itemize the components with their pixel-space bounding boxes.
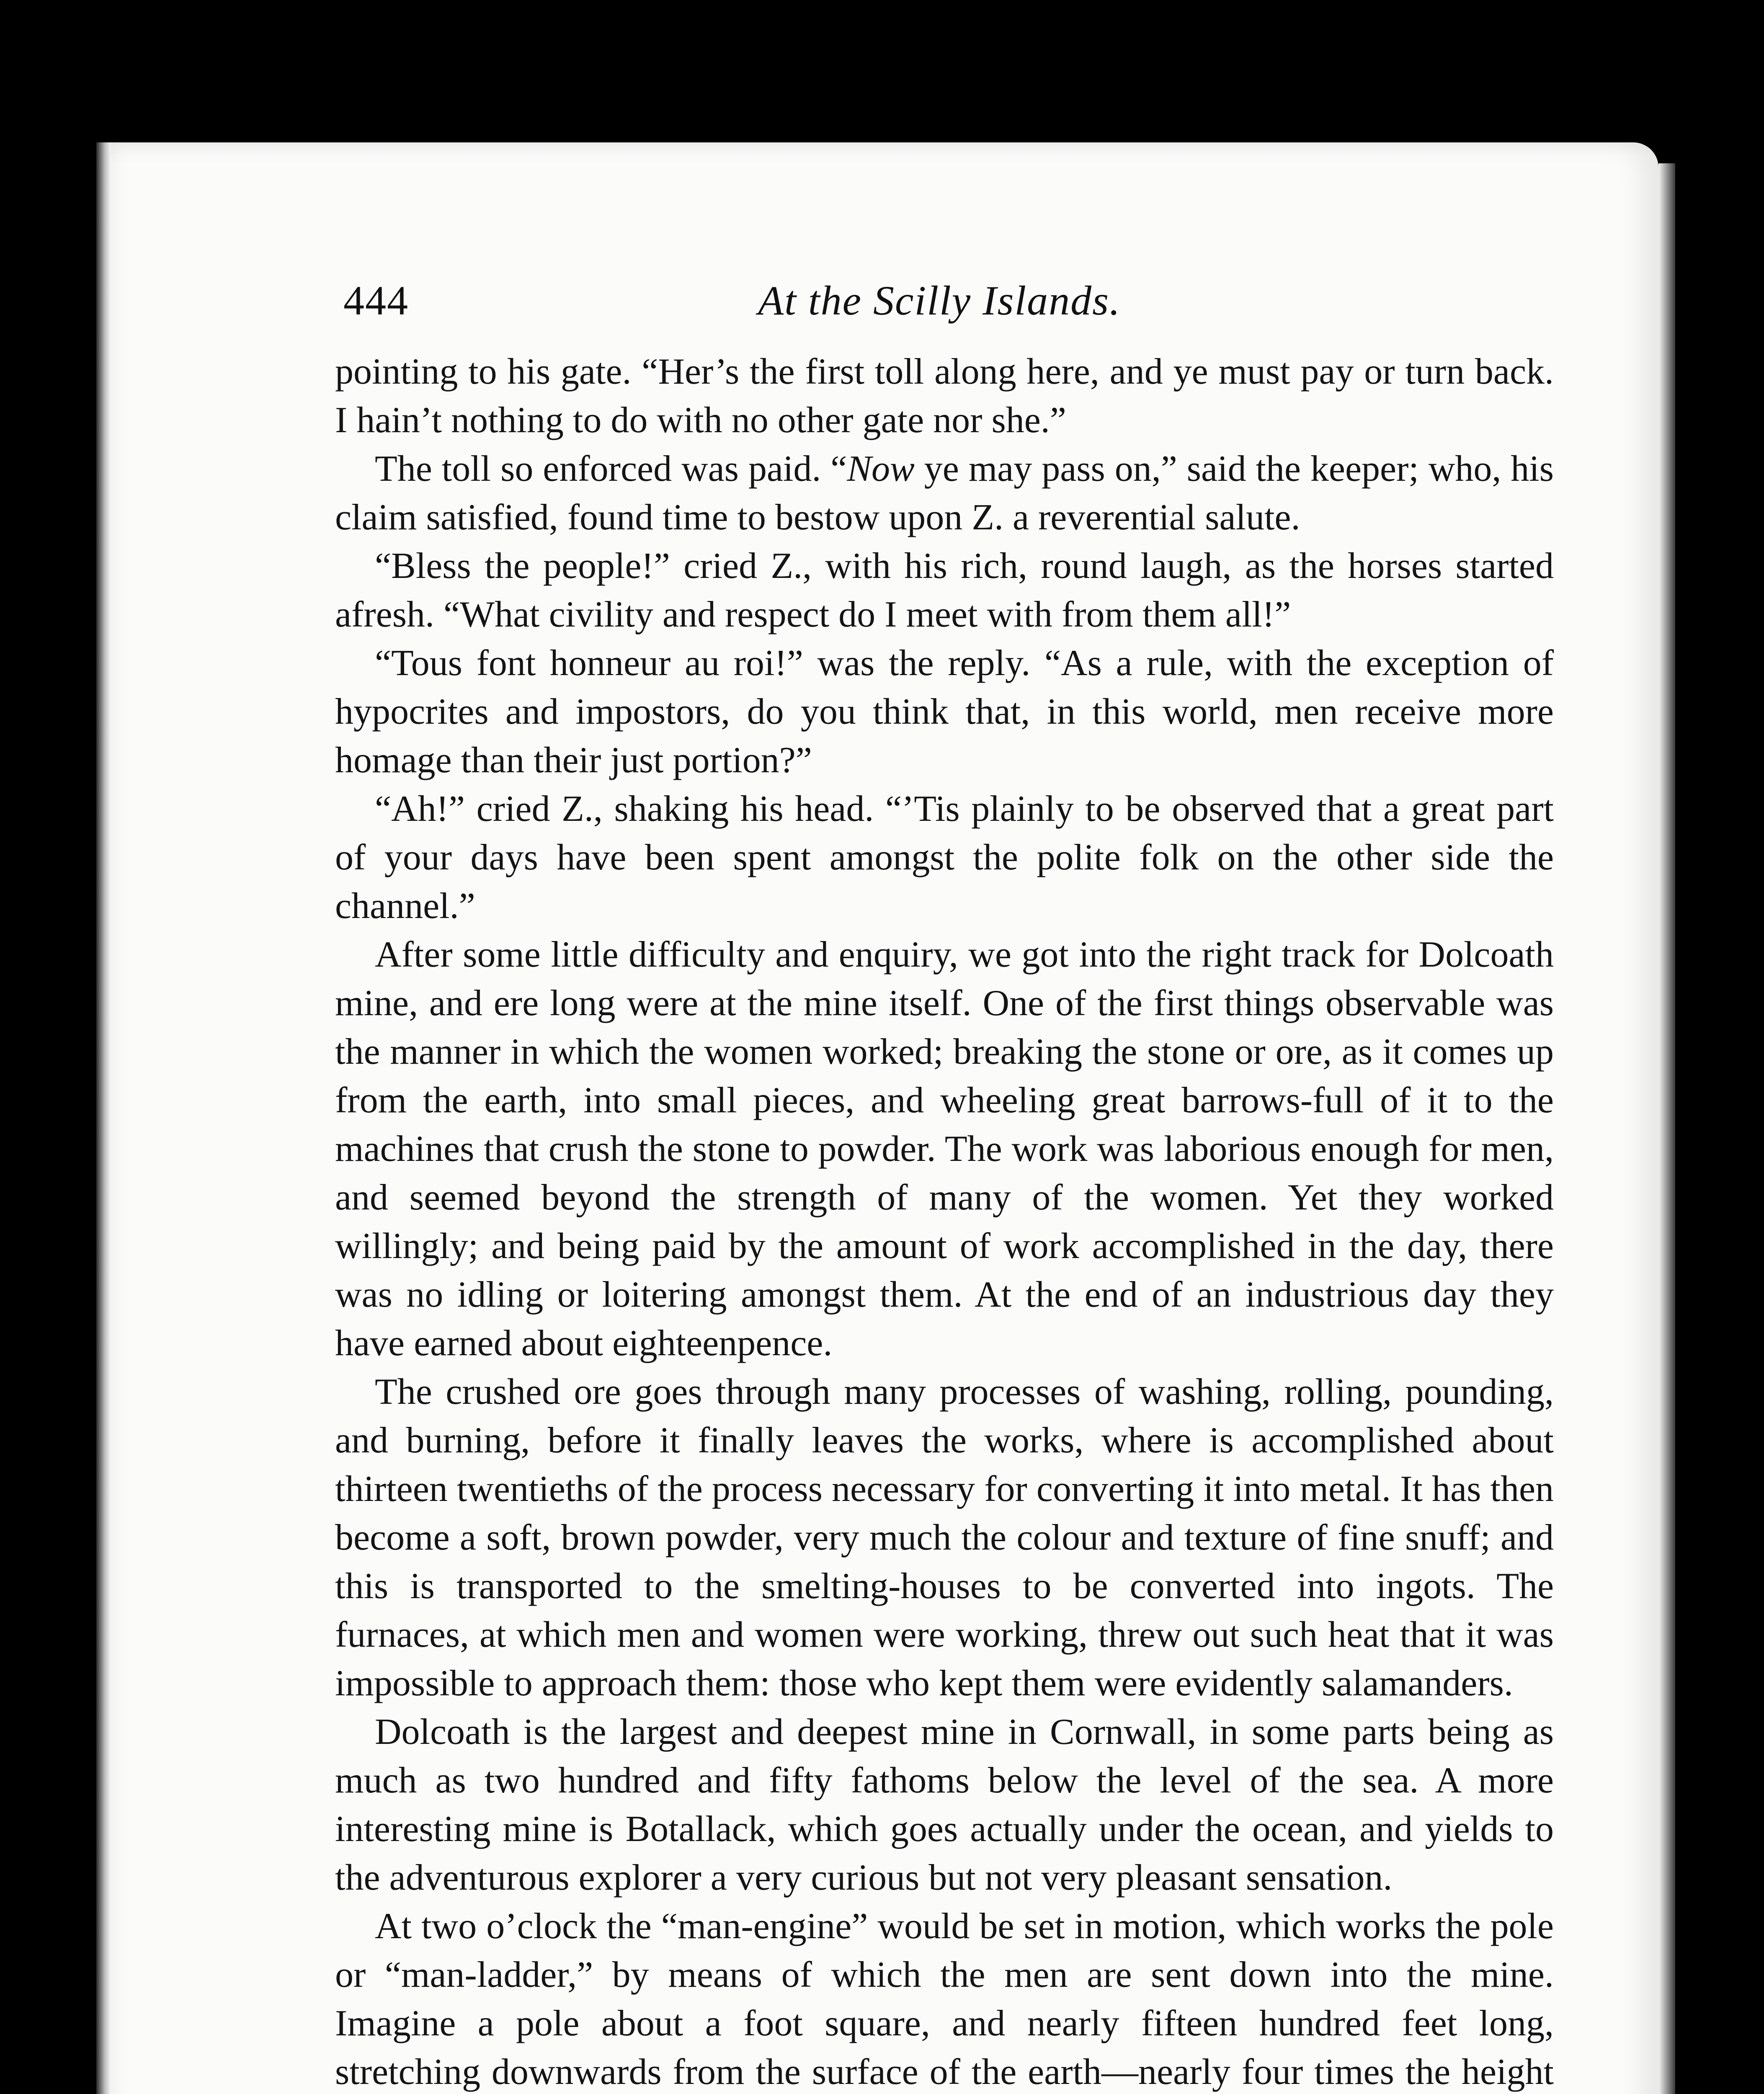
paragraph-text: pointing to his gate. “Her’s the first toll along here, and ye must pay or turn back. I hain’t nothing to do with no other gate nor she.” (335, 351, 1554, 441)
paragraph (335, 785, 1554, 931)
paragraph-text: Dolcoath is the largest and deepest mine in Cornwall, in some parts being as much as two hundred and fifty fathoms below the level of the sea. A more interesting mine is Botallack, which goes actually under the ocean, and yields to the adventurous explorer a very curious but not very pleasant sensation. (335, 1712, 1554, 1898)
paragraph-text: The crushed ore goes through many processes of washing, rolling, pounding, and burning, before it finally leaves the works, where is accomplished about thirteen twentieths of the process necessary for converting it into metal. It has then become a soft, brown powder, very much the colour and texture of fine snuff; and this is transported to the smelting-houses to be converted into ingots. The furnaces, at which men and women were working, threw out such heat that it was impossible to approach them: those who kept them were evidently salamanders. (335, 1372, 1554, 1704)
paragraph-text: The toll so enforced was paid. “ (375, 449, 847, 489)
paragraph (335, 1708, 1554, 1902)
paragraph (335, 931, 1554, 1368)
paragraph-text: “Tous font honneur au roi!” was the reply. “As a rule, with the exception of hypocrites and impostors, do you think that, in this world, men receive more homage than their just portion?” (335, 643, 1554, 781)
paragraph-text: At two o’clock the “man-engine” would be set in motion, which works the pole or “man-ladder,” by means of which the men are sent down into the mine. Imagine a pole about a foot square, and nearly fifteen hundred feet long, stretching downwards from the surface of the earth—nearly four times the height (335, 1906, 1554, 2092)
emphasis-text: Now (847, 449, 915, 489)
paragraph (335, 1902, 1554, 2094)
running-head: At the Scilly Islands. (758, 277, 1121, 324)
page-number: 444 (343, 277, 409, 324)
paragraph (335, 445, 1554, 542)
paragraph (335, 1368, 1554, 1708)
body-text (335, 348, 1554, 2094)
paragraph-text: “Ah!” cried Z., shaking his head. “’Tis plainly to be observed that a great part of your days have been spent amongst the polite folk on the other side the channel.” (335, 789, 1554, 926)
paragraph (335, 542, 1554, 639)
page-binding-edge (96, 142, 111, 2094)
paragraph-text: After some little difficulty and enquiry, we got into the right track for Dolcoath mine, and ere long were at the mine itself. One of the first things observable was the manner in which the women worked; breaking the stone or ore, as it comes up from the earth, into small pieces, and wheeling great barrows-full of it to the machines that crush the stone to powder. The work was laborious enough for men, and seemed beyond the strength of many of the women. Yet they worked willingly; and being paid by the amount of work accomplished in the day, there was no idling or loitering amongst them. At the end of an industrious day they have earned about eighteenpence. (335, 934, 1554, 1364)
paragraph (335, 639, 1554, 785)
next-page-edge (1658, 163, 1675, 2094)
paragraph (335, 348, 1554, 445)
paragraph-text: “Bless the people!” cried Z., with his rich, round laugh, as the horses started afresh. “What civility and respect do I meet with from them all!” (335, 546, 1554, 635)
paragraph-text: ye may pass on,” said the keeper; who, his claim satisfied, found time to bestow upon Z. a reverential salute. (335, 449, 1554, 538)
page-header (343, 276, 1583, 335)
